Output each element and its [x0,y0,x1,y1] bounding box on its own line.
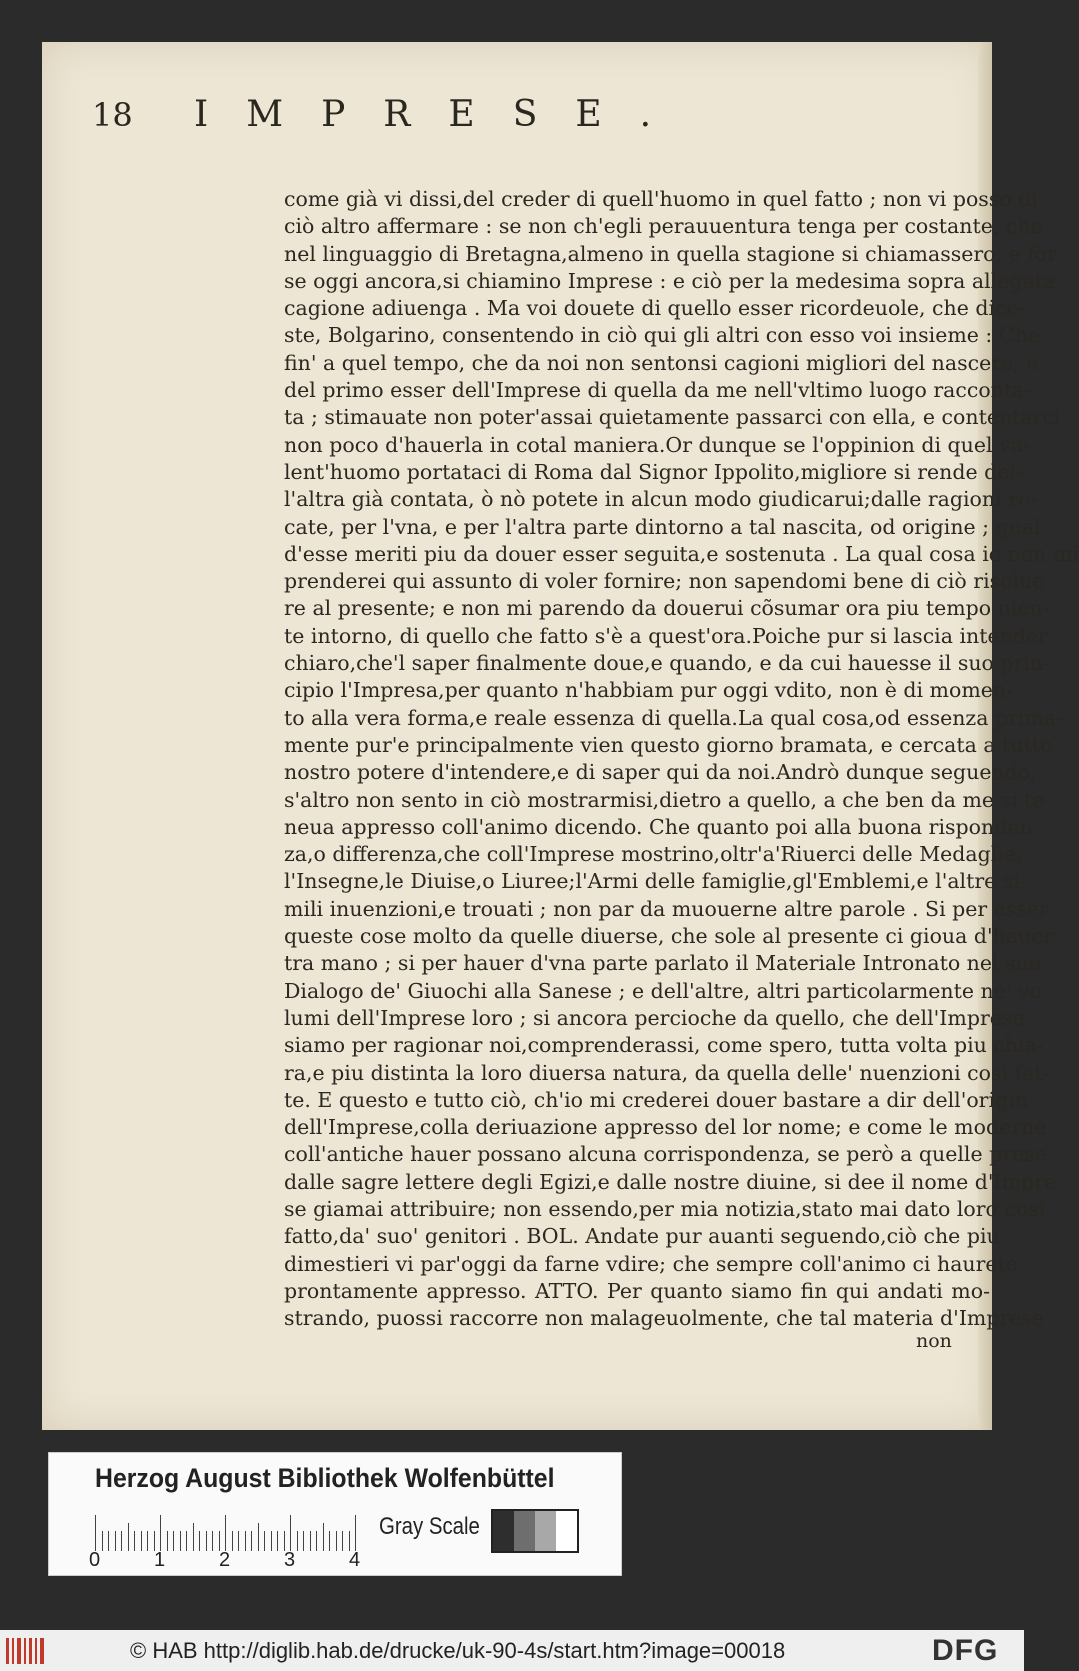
text-line: chiaro,che'l saper finalmente doue,e quando, e da cui hauesse il suo prin- [284,651,1051,676]
catchword: non [916,1330,952,1352]
citation-link[interactable]: © HAB http://diglib.hab.de/drucke/uk-90-4s/start.htm?image=00018 [130,1638,786,1663]
text-line: te intorno, di quello che fatto s'è a quest'ora.Poiche pur si lascia intender [284,623,1048,648]
ruler-tick [303,1531,304,1551]
text-line: re al presente; e non mi parendo da douerui cõsumar ora piu tempo nien- [284,596,1050,621]
grayscale-swatch [493,1511,514,1551]
text-line: lent'huomo portataci di Roma dal Signor Ippolito,migliore si rende del- [284,459,1023,484]
text-line: l'Insegne,le Diuise,o Liuree;l'Armi delle famiglie,gl'Emblemi,e l'altre si- [284,869,1027,894]
dfg-logo: DFG [932,1634,999,1667]
text-line: mente pur'e principalmente vien questo giorno bramata, e cercata a tutto [284,732,1053,757]
ruler-tick [264,1531,265,1551]
ruler-tick [225,1515,226,1551]
text-line: to alla vera forma,e reale essenza di quella.La qual cosa,od essenza prima- [284,705,1064,730]
text-line: ta ; stimauate non poter'assai quietamente passarci con ella, e contentarci [284,405,1061,430]
grayscale-swatch [556,1511,577,1551]
ruler-tick [232,1531,233,1551]
ruler-tick [167,1531,168,1551]
text-line: strando, puossi raccorre non malageuolmente, che tal materia d'Imprese [284,1306,1045,1331]
text-line: te. E questo e tutto ciò, ch'io mi crederei douer bastare a dir dell'origin [284,1087,1028,1112]
text-line: fin' a quel tempo, che da noi non sentonsi cagioni migliori del nascere, e [284,350,1039,375]
text-line: l'altra già contata, ò nò potete in alcun modo giudicarui;dalle ragioni re- [284,487,1038,512]
text-line: cate, per l'vna, e per l'altra parte dintorno a tal nascita, od origine ; qual [284,514,1041,539]
grayscale-label: Gray Scale [379,1513,480,1540]
text-line: neua appresso coll'animo dicendo. Che quanto poi alla buona risponden [284,814,1033,839]
bottom-bar [0,1630,1024,1671]
text-line: se oggi ancora,si chiamino Imprese : e ciò per la medesima sopra allegata [284,268,1056,293]
ruler-tick [199,1531,200,1551]
ruler-tick [297,1531,298,1551]
text-line: ciò altro affermare : se non ch'egli perauuentura tenga per costante, che [284,214,1043,239]
grayscale-swatch [535,1511,556,1551]
text-line: non poco d'hauerla in cotal maniera.Or dunque se l'oppinion di quel va- [284,432,1030,457]
ruler-tick [349,1531,350,1551]
ruler-number: 1 [154,1549,166,1571]
ruler-tick [316,1531,317,1551]
text-line: fatto,da' suo' genitori . BOL. Andate pur auanti seguendo,ciò che piu [284,1224,1000,1249]
ruler-tick [160,1515,161,1551]
running-title: IMPRESE. [194,94,690,135]
ruler-tick [323,1523,324,1551]
ruler-tick [284,1531,285,1551]
ruler-tick [336,1531,337,1551]
text-line: tra mano ; si per hauer d'vna parte parlato il Materiale Intronato nel suo [284,951,1042,976]
ruler-tick [121,1531,122,1551]
text-line: se giamai attribuire; non essendo,per mia notizia,stato mai dato loro cosi [284,1196,1046,1221]
ruler-number: 2 [219,1549,231,1571]
ruler-tick [186,1531,187,1551]
text-line: come già vi dissi,del creder di quell'huomo in quel fatto ; non vi posso di [284,187,1038,211]
text-line: coll'antiche hauer possano alcuna corrispondenza, se però a quelle prese [284,1142,1047,1167]
ruler-tick [102,1531,103,1551]
ruler-number: 0 [89,1549,101,1571]
ruler-tick [180,1531,181,1551]
ruler-number: 3 [284,1549,296,1571]
ruler-tick [238,1531,239,1551]
ruler-tick [258,1523,259,1551]
scale-ruler [95,1511,365,1551]
book-page [42,42,1079,1430]
text-line: prenderei qui assunto di voler fornire; non sapendomi bene di ciò risolue [284,569,1045,594]
ruler-tick [134,1531,135,1551]
text-line: cipio l'Impresa,per quanto n'habbiam pur oggi vdito, non è di momen- [284,678,1014,703]
ruler-tick [141,1531,142,1551]
ruler-number: 4 [349,1549,361,1571]
page-number: 18 [92,96,133,134]
ruler-tick [173,1531,174,1551]
text-line: ste, Bolgarino, consentendo in ciò qui gli altri con esso voi insieme : Che [284,323,1040,348]
text-line: nel linguaggio di Bretagna,almeno in quella stagione si chiamassero, e for [284,241,1057,266]
ruler-tick [310,1531,311,1551]
ruler-tick [245,1531,246,1551]
ruler-tick [277,1531,278,1551]
text-line: s'altro non sento in ciò mostrarmisi,dietro a quello, a che ben da me si te- [284,787,1052,812]
ruler-tick [271,1531,272,1551]
body-text [284,186,1079,1332]
ruler-tick [206,1531,207,1551]
text-line: za,o differenza,che coll'Imprese mostrino,oltr'a'Riuerci delle Medaglie, [284,842,1023,867]
text-line: ra,e piu distinta la loro diuersa natura, da quella delle' nuenzioni cosi fat- [284,1060,1050,1085]
ruler-tick [95,1515,96,1551]
text-line: d'esse meriti piu da douer esser seguita,e sostenuta . La qual cosa io non mi [284,541,1079,566]
grayscale-swatch [514,1511,535,1551]
text-line: Dialogo de' Giuochi alla Sanese ; e dell'altre, altri particolarmente ne' vo [284,978,1042,1003]
text-line: dalle sagre lettere degli Egizi,e dalle nostre diuine, si dee il nome d'Impre [284,1169,1057,1194]
ruler-tick [251,1531,252,1551]
ruler-numbers [89,1549,409,1573]
ruler-tick [115,1531,116,1551]
ruler-tick [128,1523,129,1551]
ruler-tick [355,1515,356,1551]
ruler-tick [212,1531,213,1551]
text-line: dell'Imprese,colla deriuazione appresso del lor nome; e come le moderne [284,1115,1047,1140]
library-name: Herzog August Bibliothek Wolfenbüttel [95,1463,555,1493]
ruler-tick [219,1531,220,1551]
ruler-tick [147,1531,148,1551]
ruler-tick [154,1531,155,1551]
text-line: prontamente appresso. ATTO. Per quanto siamo fin qui andati mo- [284,1278,990,1303]
text-line: mili inuenzioni,e trouati ; non par da muouerne altre parole . Si per esser [284,896,1049,921]
ruler-tick [342,1531,343,1551]
text-line: siamo per ragionar noi,comprenderassi, come spero, tutta volta piu chia- [284,1033,1044,1058]
text-line: del primo esser dell'Imprese di quella da me nell'vltimo luogo racconta- [284,378,1032,403]
grayscale-swatches [491,1509,579,1553]
text-line: lumi dell'Imprese loro ; si ancora percioche da quello, che dell'Imprese [284,1005,1025,1030]
color-calibration-card [48,1452,622,1576]
text-line: queste cose molto da quelle diuerse, che sole al presente ci gioua d'hauer [284,924,1054,949]
ruler-tick [108,1531,109,1551]
ruler-tick [329,1531,330,1551]
ruler-tick [290,1515,291,1551]
ruler-tick [193,1523,194,1551]
text-line: cagione adiuenga . Ma voi douete di quello esser ricordeuole, che dice- [284,296,1026,321]
text-line: nostro potere d'intendere,e di saper qui da noi.Andrò dunque seguendo, [284,760,1037,785]
text-line: dimestieri vi par'oggi da farne vdire; che sempre coll'animo ci haurete [284,1251,1018,1276]
barcode-icon [4,1636,48,1666]
